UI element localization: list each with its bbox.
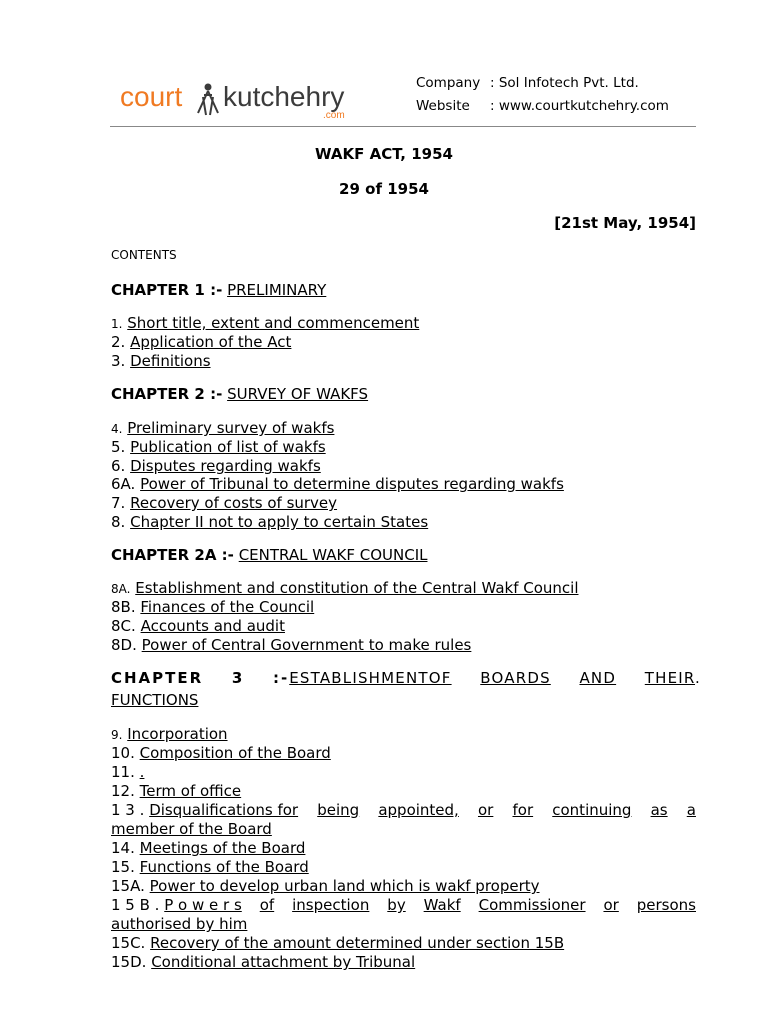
section-link-8b[interactable]: Finances of the Council [140,598,315,616]
section-link-6[interactable]: Disputes regarding wakfs [130,457,321,475]
section-link-4[interactable]: Preliminary survey of wakfs [127,419,335,437]
section-item-12: 12. Term of office [111,782,242,800]
website-value[interactable]: : www.courtkutchehry.com [490,98,669,114]
section-link-8a[interactable]: Establishment and constitution of the Central Wakf Council [135,579,579,597]
chapter-3-link-d[interactable]: THEIR [644,669,696,687]
chapter-2a-prefix: CHAPTER 2A :- [111,546,234,564]
section-link-2[interactable]: Application of the Act [130,333,292,351]
section-item-7: 7. Recovery of costs of survey [111,494,338,512]
section-item-5: 5. Publication of list of wakfs [111,438,326,456]
section-item-11: 11. . [111,763,145,781]
chapter-3-link-b[interactable]: BOARDS [480,669,551,687]
section-item-13: 1 3 . Disqualifications for being appointed, or for continuing as a member of the Board [111,801,696,838]
section-item-8a: 8A. Establishment and constitution of the Central Wakf Council [111,579,579,597]
section-link-15a[interactable]: Power to develop urban land which is wakf property [149,877,540,895]
section-item-10: 10. Composition of the Board [111,744,331,762]
chapter-2-link[interactable]: SURVEY OF WAKFS [227,385,369,403]
section-item-15d: 15D. Conditional attachment by Tribunal [111,953,416,971]
chapter-3-heading: CHAPTER 3 :-ESTABLISHMENTOF BOARDS AND THEIR. FUNCTIONS [111,669,701,709]
section-link-11[interactable]: . [139,763,145,781]
header-divider [110,126,696,127]
company-info [416,72,669,118]
section-link-10[interactable]: Composition of the Board [139,744,331,762]
section-item-6a: 6A. Power of Tribunal to determine disputes regarding wakfs [111,475,564,493]
chapter-3-prefix-b: 3 [231,669,245,687]
chapter-2a-link[interactable]: CENTRAL WAKF COUNCIL [238,546,428,564]
section-item-14: 14. Meetings of the Board [111,839,306,857]
chapter-1-heading [111,281,326,299]
section-item-2: 2. Application of the Act [111,333,292,351]
section-item-9: 9. Incorporation [111,725,228,743]
chapter-3-link-c[interactable]: AND [579,669,617,687]
section-item-15c: 15C. Recovery of the amount determined under section 15B [111,934,565,952]
logo-text-com: .com [323,110,345,121]
section-item-15a: 15A. Power to develop urban land which is wakf property [111,877,540,895]
section-link-9[interactable]: Incorporation [127,725,228,743]
section-link-1[interactable]: Short title, extent and commencement [127,314,420,332]
section-link-15[interactable]: Functions of the Board [139,858,309,876]
section-item-6: 6. Disputes regarding wakfs [111,457,321,475]
section-link-8d[interactable]: Power of Central Government to make rules [141,636,472,654]
section-item-3: 3. Definitions [111,352,211,370]
section-link-15c[interactable]: Recovery of the amount determined under section 15B [150,934,565,952]
section-link-15d[interactable]: Conditional attachment by Tribunal [151,953,416,971]
section-link-3[interactable]: Definitions [130,352,211,370]
company-value: : Sol Infotech Pvt. Ltd. [490,75,639,91]
chapter-3-link-a[interactable]: ESTABLISHMENTOF [289,669,452,687]
logo-text-court: court [120,81,183,112]
section-link-8[interactable]: Chapter II not to apply to certain States [130,513,429,531]
chapter-2-heading [111,385,368,403]
act-title: WAKF ACT, 1954 [315,145,453,163]
company-label: Company [416,75,481,91]
section-item-8b: 8B. Finances of the Council [111,598,315,616]
website-label: Website [416,98,470,114]
section-item-4: 4. Preliminary survey of wakfs [111,419,335,437]
section-link-5[interactable]: Publication of list of wakfs [130,438,326,456]
section-link-8c[interactable]: Accounts and audit [140,617,285,635]
section-item-15: 15. Functions of the Board [111,858,309,876]
section-link-12[interactable]: Term of office [139,782,242,800]
contents-heading: CONTENTS [111,248,177,262]
section-item-8d: 8D. Power of Central Government to make rules [111,636,472,654]
section-item-1: 1. Short title, extent and commencement [111,314,420,332]
act-date: [21st May, 1954] [554,214,696,232]
section-item-15b: 1 5 B . P o w e r s of inspection by Wakf Commissioner or persons authorised by him [111,896,696,933]
chapter-2a-heading [111,546,427,564]
chapter-1-link[interactable]: PRELIMINARY [227,281,327,299]
section-item-8c: 8C. Accounts and audit [111,617,285,635]
chapter-3-prefix-a: CHAPTER [111,669,204,687]
section-link-7[interactable]: Recovery of costs of survey [130,494,338,512]
chapter-3-link-functions[interactable]: FUNCTIONS [111,691,199,709]
act-number: 29 of 1954 [339,180,429,198]
chapter-1-prefix: CHAPTER 1 :- [111,281,223,299]
chapter-2-prefix: CHAPTER 2 :- [111,385,223,403]
lawyer-figure-icon [193,83,223,117]
logo-text-kutchehry: kutchehry [223,81,345,112]
section-link-6a[interactable]: Power of Tribunal to determine disputes regarding wakfs [140,475,564,493]
section-link-14[interactable]: Meetings of the Board [139,839,306,857]
section-item-8: 8. Chapter II not to apply to certain States [111,513,429,531]
chapter-3-prefix-c: :- [272,669,290,687]
section-link-13[interactable]: Disqualifications for [149,801,299,819]
section-link-15b[interactable]: P o w e r s [164,896,242,914]
